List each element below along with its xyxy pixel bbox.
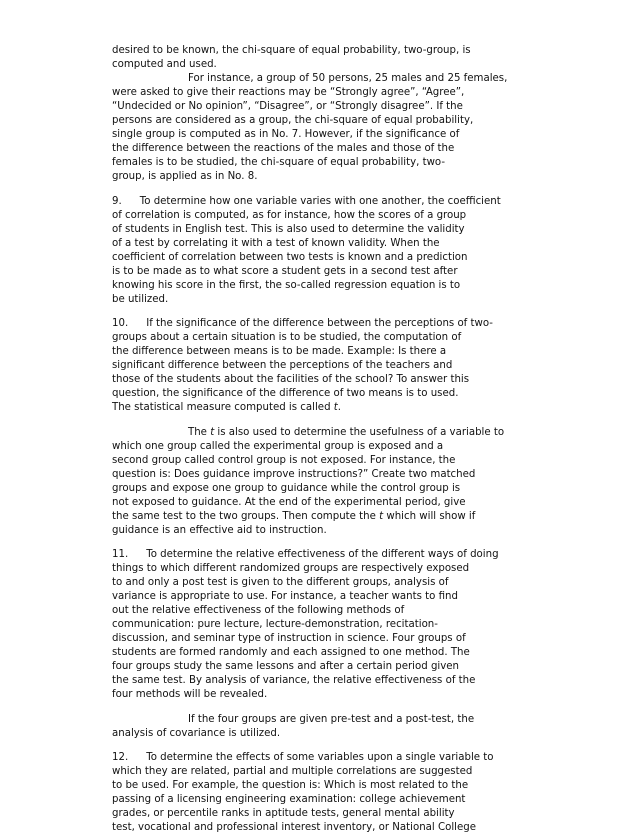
text-line: four methods will be revealed. xyxy=(112,689,268,700)
text-line: If the four groups are given pre-test and a post-test, the xyxy=(188,713,475,725)
text-line: were asked to give their reactions may be “Strongly agree”, “Agree”, xyxy=(112,87,465,98)
paragraph-t-usefulness: The t is also used to determine the usefulness of a variable to which one group called the experimental group is exposed and a second group called control group is not exposed. For instance, the question is: Does guidance improve instructions?” Create two matched groups and expose one group to guidance while the control group is not exposed to guidance. At the end of the experimental period, give the same test to the two groups. Then compute the t which will show if guidance is an effective aid to instruction. xyxy=(112,426,522,538)
text-line: question is: Does guidance improve instructions?” Create two matched xyxy=(112,468,476,480)
paragraph-example-gender xyxy=(112,72,522,184)
text-line: grades, or percentile ranks in aptitude tests, general mental ability xyxy=(112,808,455,819)
item-number: 9. xyxy=(112,195,122,207)
paragraph-intro xyxy=(112,44,522,72)
text-line: desired to be known, the chi-square of equal probability, two-group, is xyxy=(112,45,471,56)
text-line: variance is appropriate to use. For instance, a teacher wants to find xyxy=(112,591,458,602)
text-line: of correlation is computed, as for instance, how the scores of a group xyxy=(112,209,467,221)
paragraph-covariance xyxy=(112,713,522,741)
document-page xyxy=(112,44,522,835)
text-line: coefficient of correlation between two tests is known and a prediction xyxy=(112,251,468,263)
text-line: knowing his score in the first, the so-called regression equation is to xyxy=(112,279,461,291)
text-line: significant difference between the perceptions of the teachers and xyxy=(112,360,453,371)
t-symbol: t xyxy=(333,402,338,413)
text-line: communication: pure lecture, lecture-demonstration, recitation- xyxy=(112,619,438,630)
text-line: the same test. By analysis of variance, the relative effectiveness of the xyxy=(112,675,476,686)
text-line: To determine how one variable varies with one another, the coefficient xyxy=(139,195,501,207)
text-line: females is to be studied, the chi-square of equal probability, two- xyxy=(112,157,446,168)
text-line: single group is computed as in No. 7. However, if the significance of xyxy=(112,129,460,140)
text-line: out the relative effectiveness of the following methods of xyxy=(112,605,405,616)
text-line: question, the significance of the difference of two means is to used. xyxy=(112,388,459,399)
text-line: guidance is an effective aid to instruction. xyxy=(112,524,327,536)
t-symbol: t xyxy=(210,426,215,438)
text-line: four groups study the same lessons and after a certain period given xyxy=(112,661,460,672)
text-line: second group called control group is not exposed. For instance, the xyxy=(112,454,456,466)
text-line: which one group called the experimental group is exposed and a xyxy=(112,440,444,452)
item-12 xyxy=(112,751,522,835)
item-number: 10. xyxy=(112,318,129,329)
text-line: groups and expose one group to guidance while the control group is xyxy=(112,482,461,494)
text-line: For instance, a group of 50 persons, 25 males and 25 females, xyxy=(188,73,508,84)
text-line: the difference between means is to be made. Example: Is there a xyxy=(112,346,447,357)
text-line: passing of a licensing engineering examination: college achievement xyxy=(112,794,466,805)
text-line: “Undecided or No opinion”, “Disagree”, or “Strongly disagree”. If the xyxy=(112,101,463,112)
text-line: the difference between the reactions of the males and those of the xyxy=(112,143,455,154)
text-line: those of the students about the facilities of the school? To answer this xyxy=(112,374,470,385)
text-line: things to which different randomized groups are respectively exposed xyxy=(112,563,470,574)
text-line: group, is applied as in No. 8. xyxy=(112,171,258,182)
text-line: analysis of covariance is utilized. xyxy=(112,727,281,739)
text-line: persons are considered as a group, the chi-square of equal probability, xyxy=(112,115,474,126)
t-symbol: t xyxy=(379,510,384,522)
text-line: of students in English test. This is also used to determine the validity xyxy=(112,223,465,235)
text-line: of a test by correlating it with a test of known validity. When the xyxy=(112,237,440,249)
text-line: not exposed to guidance. At the end of the experimental period, give xyxy=(112,496,466,508)
text-line: be utilized. xyxy=(112,293,169,305)
text-line: is to be made as to what score a student gets in a second test after xyxy=(112,265,458,277)
text-line: to be used. For example, the question is: Which is most related to the xyxy=(112,780,469,791)
text-line: students are formed randomly and each assigned to one method. The xyxy=(112,647,470,658)
text-line: groups about a certain situation is to be studied, the computation of xyxy=(112,332,462,343)
text-line: to and only a post test is given to the different groups, analysis of xyxy=(112,577,449,588)
text-line: The statistical measure computed is called xyxy=(112,402,334,413)
text-line: To determine the effects of some variables upon a single variable to xyxy=(146,752,494,763)
text-line: discussion, and seminar type of instruction in science. Four groups of xyxy=(112,633,466,644)
item-10: 10. If the significance of the difference between the perceptions of two- groups about a certain situation is to be studied, the computation of the difference between means is to be made. Example: Is there a significant difference between the perceptions of the teachers and those of the students about the facilities of the school? To answer this question, the significance of the difference of two means is to used. The statistical measure computed is called t. xyxy=(112,317,522,415)
text-line: computed and used. xyxy=(112,59,217,70)
item-number: 11. xyxy=(112,549,129,560)
item-11 xyxy=(112,548,522,702)
text-line: If the significance of the difference between the perceptions of two- xyxy=(146,318,493,329)
text-line: To determine the relative effectiveness of the different ways of doing xyxy=(146,549,499,560)
item-9 xyxy=(112,195,522,307)
text-line: test, vocational and professional interest inventory, or National College xyxy=(112,822,476,833)
text-line: which they are related, partial and multiple correlations are suggested xyxy=(112,766,473,777)
item-number: 12. xyxy=(112,752,129,763)
